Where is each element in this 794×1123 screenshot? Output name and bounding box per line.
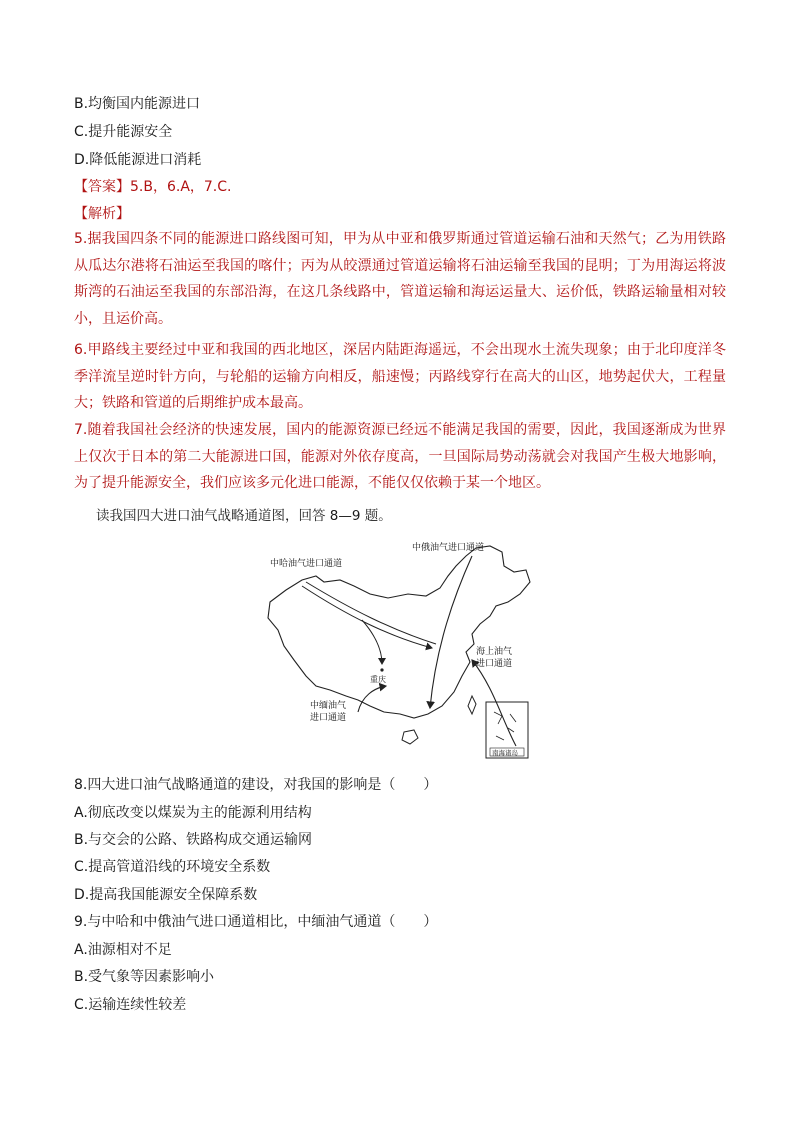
option-c: C.提升能源安全 [74,124,173,140]
q9-stem: 9.与中哈和中俄油气进口通道相比，中缅油气通道（ ） [74,914,438,930]
hainan-island [402,730,418,744]
label-sea-channel-1: 海上油气 [476,647,513,657]
chongqing-marker [380,668,383,671]
q8-option-a: A.彻底改变以煤炭为主的能源利用结构 [74,805,312,821]
analysis-title: 【解析】 [74,206,130,222]
label-myanmar-channel-2: 进口通道 [310,713,347,723]
label-inset: 南海诸岛 [492,749,518,757]
q8-stem: 8.四大进口油气战略通道的建设，对我国的影响是（ ） [74,777,438,793]
analysis-6: 6.甲路线主要经过中亚和我国的西北地区，深居内陆距海遥远，不会出现水土流失现象；由于北印度洋冬季洋流呈逆时针方向，与轮船的运输方向相反，船速慢；丙路线穿行在高大的山区，地势起伏大，工程量大；铁路和管道的后期维护成本最高。 [74,342,726,412]
sea-channel-arrow [472,660,516,746]
taiwan-island [468,696,476,714]
china-oil-gas-channel-map [258,536,538,762]
answer-line: 【答案】5.B，6.A，7.C. [74,179,232,195]
q8-option-c: C.提高管道沿线的环境安全系数 [74,859,271,875]
label-sea-channel-2: 进口通道 [476,659,513,669]
q9-option-a: A.油源相对不足 [74,942,172,958]
kazakh-branch-arrow [362,620,382,664]
label-kazakh-channel: 中哈油气进口通道 [270,559,343,569]
russia-channel-arrow [430,556,472,708]
kazakh-channel-arrow [302,586,432,648]
q8-option-d: D.提高我国能源安全保障系数 [74,887,258,903]
question-prompt: 读我国四大进口油气战略通道图，回答 8—9 题。 [96,508,392,524]
q8-option-b: B.与交会的公路、铁路构成交通运输网 [74,832,313,848]
analysis-5: 5.据我国四条不同的能源进口路线图可知，甲为从中亚和俄罗斯通过管道运输石油和天然气；乙为用铁路从瓜达尔港将石油运至我国的喀什；丙为从皎漂通过管道运输将石油运输至我国的昆明；丁为用海运将波斯湾的石油运至我国的东部沿海，在这几条线路中，管道运输和海运运量大、运价低，铁路运输量相对较小，且运价高。 [74,231,726,328]
option-d: D.降低能源进口消耗 [74,152,202,168]
label-russia-channel: 中俄油气进口通道 [412,543,485,553]
option-b: B.均衡国内能源进口 [74,96,201,112]
label-chongqing: 重庆 [370,675,386,684]
myanmar-channel-arrow [358,686,386,712]
china-outline [268,546,530,718]
label-myanmar-channel-1: 中缅油气 [310,701,347,711]
analysis-7: 7.随着我国社会经济的快速发展，国内的能源资源已经远不能满足我国的需要，因此，我国逐渐成为世界上仅次于日本的第二大能源进口国，能源对外依存度高，一旦国际局势动荡就会对我国产生极大地影响，为了提升能源安全，我们应该多元化进口能源，不能仅仅依赖于某一个地区。 [74,422,726,492]
q9-option-b: B.受气象等因素影响小 [74,969,215,985]
q9-option-c: C.运输连续性较差 [74,997,187,1013]
